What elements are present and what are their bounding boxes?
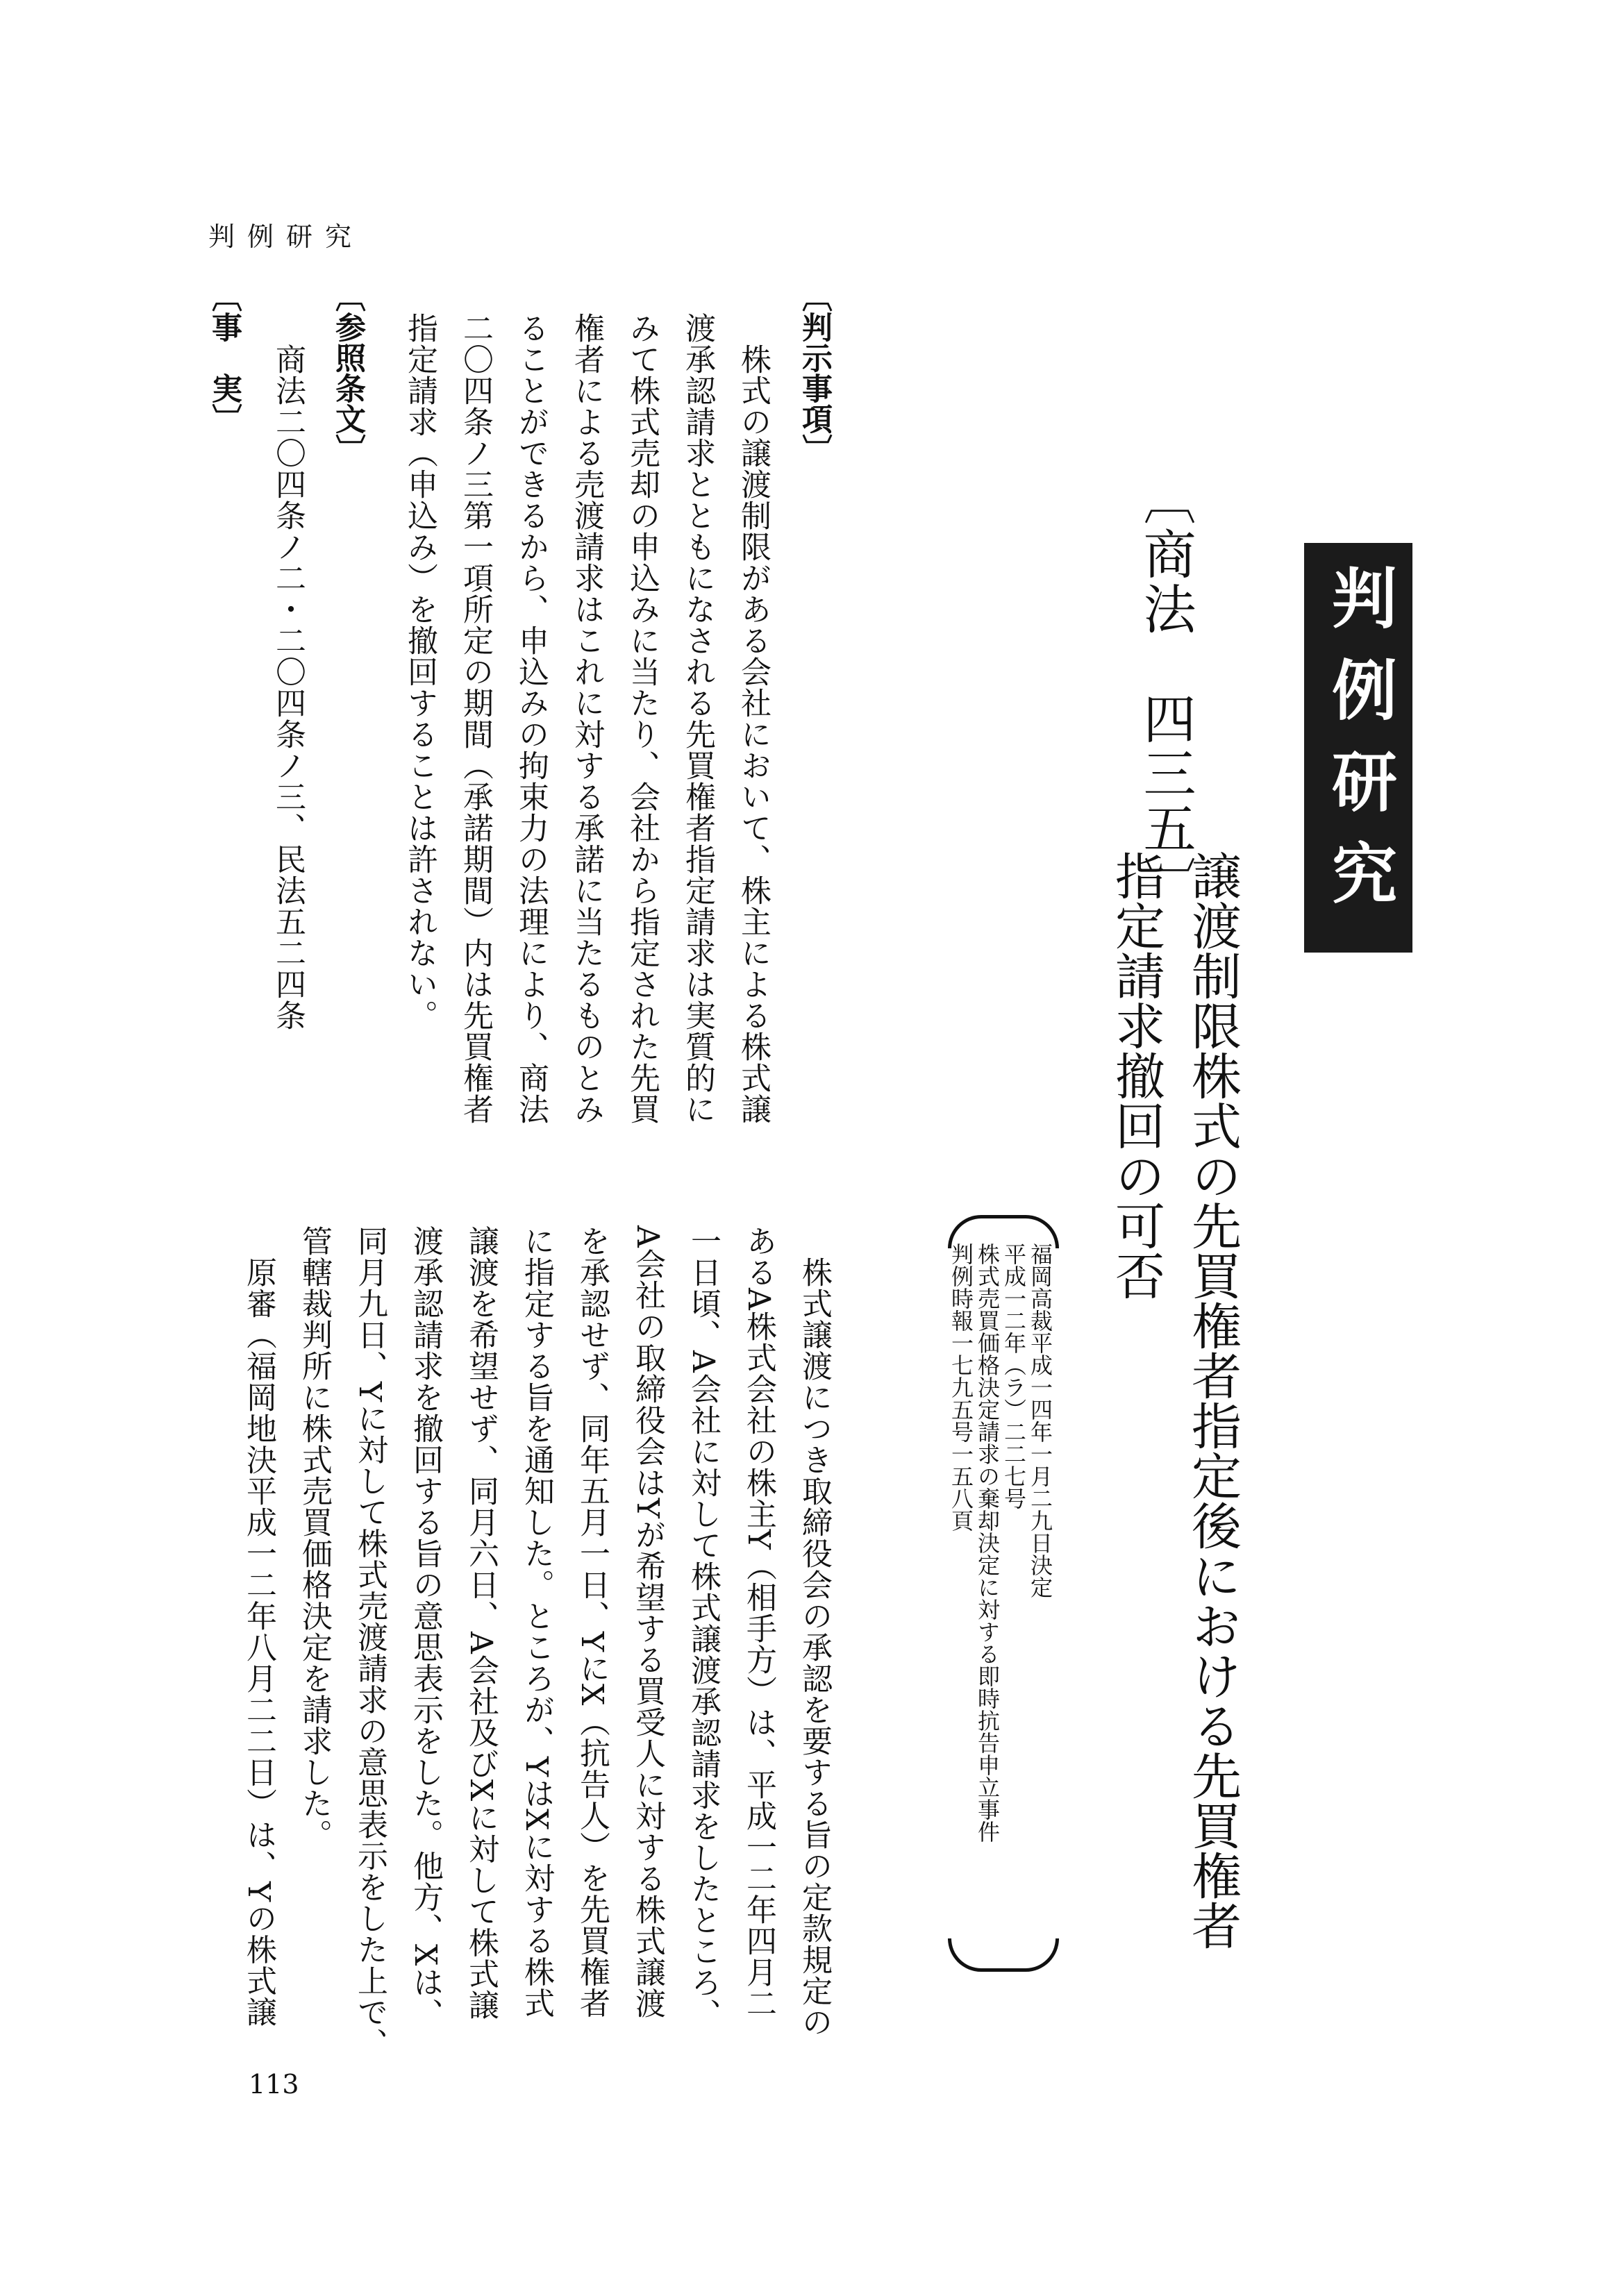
page-number: 113 — [249, 2069, 299, 2100]
holding-line: 渡承認請求とともになされる先買権者指定請求は実質的に — [680, 312, 715, 1125]
holding-line: 株式の譲渡制限がある会社において、株主による株式譲 — [735, 312, 771, 1125]
heading-holding: 〔判示事項〕 — [797, 281, 832, 464]
section-badge: 判例研究 — [1304, 543, 1412, 953]
article-title-line-1: 譲渡制限株式の先買権者指定後における先買権者 — [1183, 850, 1242, 1950]
facts-line: 原審（福岡地決平成一二年八月二二日）は、Yの株式譲 — [241, 1225, 276, 2028]
facts-line: 譲渡を希望せず、同月六日、A会社及びXに対して株式譲 — [463, 1225, 499, 2021]
holding-line: ることができるから、申込みの拘束力の法理により、商法 — [513, 312, 549, 1125]
facts-line: 一日頃、A会社に対して株式譲渡承認請求をしたところ、 — [685, 1225, 721, 2029]
facts-line: 株式譲渡につき取締役会の承認を要する旨の定款規定の — [797, 1225, 832, 2038]
article-category: 〔商法 四三五〕 — [1135, 472, 1196, 911]
court-info-line: 判例時報一七九五号一五八頁 — [948, 1243, 974, 1532]
court-info-line: 株式売買価格決定請求の棄却決定に対する即時抗告申立事件 — [974, 1243, 1001, 1843]
court-info-close-paren — [948, 1938, 1059, 1972]
running-header: 判例研究 — [208, 221, 365, 252]
court-info — [948, 1215, 1059, 1972]
court-info-lines — [948, 1243, 1053, 1937]
facts-line: あるA株式会社の株主Y（相手方）は、平成一二年四月二 — [741, 1225, 776, 2019]
holding-line: 二〇四条ノ三第一項所定の期間（承諾期間）内は先買権者 — [458, 312, 493, 1125]
facts-line: を承認せず、同年五月一日、YにX（抗告人）を先買権者 — [574, 1225, 610, 2019]
statutes-line: 商法二〇四条ノ二・二〇四条ノ三、民法五二四条 — [270, 312, 306, 1031]
article-title-line-2: 指定請求撤回の可否 — [1107, 850, 1165, 1300]
facts-line: A会社の取締役会はYが希望する買受人に対する株式譲渡 — [630, 1225, 665, 2019]
facts-line: 管轄裁判所に株式売買価格決定を請求した。 — [297, 1225, 332, 1850]
heading-facts: 〔事 実〕 — [206, 281, 242, 434]
facts-line: 渡承認請求を撤回する旨の意思表示をした。他方、Xは、 — [408, 1225, 443, 2029]
facts-line: に指定する旨を通知した。ところが、YはXに対する株式 — [519, 1225, 554, 2019]
court-info-line: 平成一二年（ラ）二二七号 — [1001, 1243, 1027, 1509]
court-info-line: 福岡高裁平成一四年一月二九日決定 — [1027, 1243, 1053, 1598]
facts-line: 同月九日、Yに対して株式売渡請求の意思表示をした上で、 — [352, 1225, 387, 2059]
holding-line: 指定請求（申込み）を撤回することは許されない。 — [402, 312, 437, 1031]
holding-line: みて株式売却の申込みに当たり、会社から指定された先買 — [624, 312, 660, 1125]
holding-line: 権者による売渡請求はこれに対する承諾に当たるものとみ — [569, 312, 604, 1125]
heading-statutes: 〔参照条文〕 — [330, 281, 365, 464]
